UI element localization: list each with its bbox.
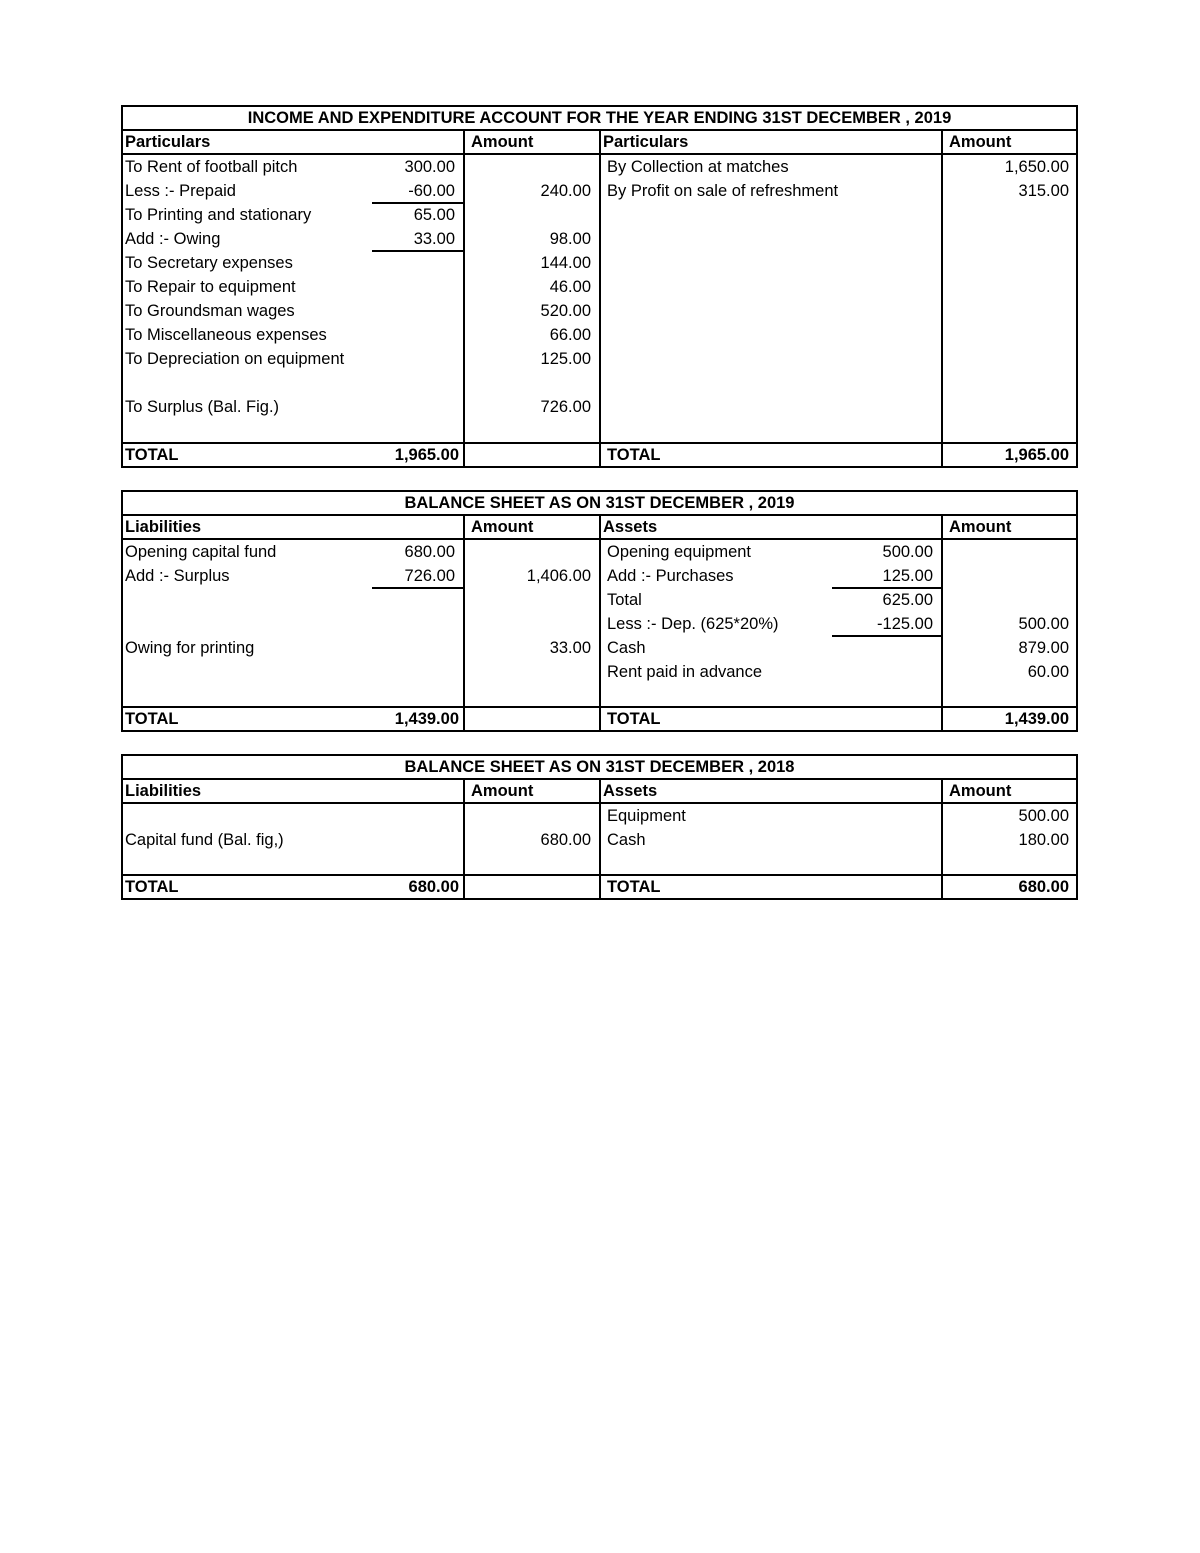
header-assets: Assets	[603, 518, 658, 536]
subtotal-underline	[832, 635, 941, 637]
header-liabilities: Liabilities	[125, 782, 202, 800]
header-row	[123, 131, 1076, 155]
balance-sheet-2018-table	[121, 754, 1078, 900]
total-amount-left: 1,965.00	[394, 446, 459, 464]
table-title: INCOME AND EXPENDITURE ACCOUNT FOR THE YEAR ENDING 31ST DECEMBER , 2019	[123, 107, 1076, 131]
subtotal-underline	[372, 250, 463, 252]
income-expenditure-table	[121, 105, 1078, 468]
total-amount-left: 680.00	[408, 878, 459, 896]
total-amount-right: 1,965.00	[1004, 446, 1069, 464]
header-amount-right: Amount	[949, 133, 1012, 151]
header-liabilities-amount: Amount	[471, 782, 534, 800]
header-amount-left: Amount	[471, 133, 534, 151]
total-label-left: TOTAL	[125, 446, 179, 464]
table-body: Opening capital fund 680.00 Add :- Surplus 726.00 1,406.00 Owing for printing 33.00 Opening equipment 500.00 Add :- Purchases 125.00 Total 625.00 Less :- Dep. (625*20%) -125.00 500.00 Cash 879.00 Rent paid in advance 60.00	[123, 540, 1076, 706]
total-row	[123, 874, 1076, 898]
header-liabilities-amount: Amount	[471, 518, 534, 536]
header-row	[123, 780, 1076, 804]
header-particulars-right: Particulars	[603, 133, 689, 151]
total-row	[123, 706, 1076, 730]
total-amount-left: 1,439.00	[394, 710, 459, 728]
header-assets: Assets	[603, 782, 658, 800]
table-body: To Rent of football pitch 300.00 Less :- Prepaid -60.00 240.00 To Printing and stationary 65.00 Add :- Owing 33.00 98.00 To Secretary expenses 144.00 To Repair to equipment 46.00 To Groundsman wages 520.00 To Miscellaneous expenses 66.00 To Depreciation on equipment 125.00 To Surplus (Bal. Fig.) 726.00 By Collection at matches 1,650.00 By Profit on sale of refreshment 315.00	[123, 155, 1076, 442]
total-row	[123, 442, 1076, 466]
table-body: Capital fund (Bal. fig,) 680.00 Equipment 500.00 Cash 180.00	[123, 804, 1076, 874]
header-particulars-left: Particulars	[125, 133, 211, 151]
table-title: BALANCE SHEET AS ON 31ST DECEMBER , 2018	[123, 756, 1076, 780]
total-label-right: TOTAL	[607, 710, 661, 728]
total-amount-right: 1,439.00	[1004, 710, 1069, 728]
header-liabilities: Liabilities	[125, 518, 202, 536]
header-assets-amount: Amount	[949, 782, 1012, 800]
header-assets-amount: Amount	[949, 518, 1012, 536]
header-row	[123, 516, 1076, 540]
total-label-left: TOTAL	[125, 878, 179, 896]
balance-sheet-2019-table	[121, 490, 1078, 732]
total-label-right: TOTAL	[607, 446, 661, 464]
total-label-left: TOTAL	[125, 710, 179, 728]
total-amount-right: 680.00	[1018, 878, 1069, 896]
total-label-right: TOTAL	[607, 878, 661, 896]
table-title: BALANCE SHEET AS ON 31ST DECEMBER , 2019	[123, 492, 1076, 516]
subtotal-underline	[372, 587, 463, 589]
